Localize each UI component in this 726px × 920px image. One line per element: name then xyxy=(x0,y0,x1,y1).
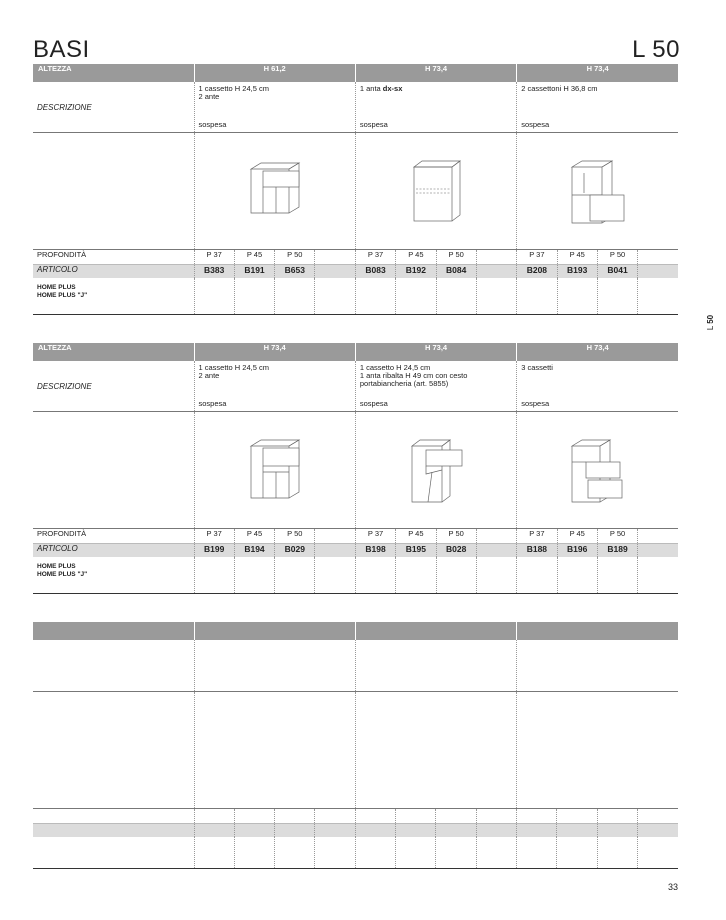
empty-spec-table xyxy=(33,622,678,869)
cabinet-2-drawers-icon xyxy=(570,159,626,225)
height-value: H 73,4 xyxy=(194,343,355,361)
depth-cell: P 50 xyxy=(275,529,315,544)
article-code: B199 xyxy=(194,544,234,558)
article-row xyxy=(33,544,678,558)
article-code: B188 xyxy=(517,544,557,558)
depth-cell: P 37 xyxy=(355,529,395,544)
article-code: B193 xyxy=(557,265,597,279)
depth-cell: P 37 xyxy=(517,250,557,265)
depth-cell: P 45 xyxy=(396,529,436,544)
mount-type: sospesa xyxy=(359,120,388,129)
articolo-label: ARTICOLO xyxy=(33,265,194,279)
image-row xyxy=(33,412,678,529)
depth-cell: P 37 xyxy=(355,250,395,265)
altezza-label: ALTEZZA xyxy=(33,343,194,361)
depth-cell: P 45 xyxy=(234,529,274,544)
article-code: B383 xyxy=(194,265,234,279)
description-cell: 1 cassetto H 24,5 cm 2 ante sospesa xyxy=(194,82,355,133)
depth-cell: P 45 xyxy=(557,250,597,265)
description-row xyxy=(33,361,678,412)
cabinet-1-door-icon xyxy=(410,159,462,223)
depth-row xyxy=(33,250,678,265)
article-code: B198 xyxy=(355,544,395,558)
description-row xyxy=(33,82,678,133)
description-cell: 3 cassetti sospesa xyxy=(517,361,678,412)
descrizione-label: DESCRIZIONE xyxy=(33,361,194,412)
depth-cell: P 37 xyxy=(194,250,234,265)
depth-cell: P 45 xyxy=(234,250,274,265)
depth-cell: P 37 xyxy=(194,529,234,544)
profondita-label: PROFONDITÀ xyxy=(33,250,194,265)
article-code: B653 xyxy=(275,265,315,279)
profondita-label: PROFONDITÀ xyxy=(33,529,194,544)
articolo-label: ARTICOLO xyxy=(33,544,194,558)
height-value: H 61,2 xyxy=(194,64,355,82)
cabinet-drawer-tilt-door-icon xyxy=(408,438,464,504)
mount-type: sospesa xyxy=(198,120,227,129)
depth-row xyxy=(33,529,678,544)
page-number: 33 xyxy=(667,882,678,892)
article-code: B028 xyxy=(436,544,476,558)
mount-type: sospesa xyxy=(521,399,550,408)
height-row xyxy=(33,64,678,82)
article-code: B029 xyxy=(275,544,315,558)
height-value: H 73,4 xyxy=(355,343,516,361)
page-title: BASI xyxy=(33,36,90,63)
description-cell: 1 cassetto H 24,5 cm 2 ante sospesa xyxy=(194,361,355,412)
mount-type: sospesa xyxy=(521,120,550,129)
spec-table-2 xyxy=(33,343,678,594)
image-row xyxy=(33,133,678,250)
mount-type: sospesa xyxy=(359,399,388,408)
article-code: B189 xyxy=(597,544,637,558)
height-value: H 73,4 xyxy=(517,343,678,361)
height-row xyxy=(33,343,678,361)
mount-type: sospesa xyxy=(198,399,227,408)
depth-cell: P 50 xyxy=(597,529,637,544)
home-plus-label: HOME PLUS HOME PLUS "J" xyxy=(33,557,194,594)
home-plus-label: HOME PLUS HOME PLUS "J" xyxy=(33,278,194,315)
article-code: B194 xyxy=(234,544,274,558)
home-plus-row xyxy=(33,557,678,594)
article-code: B191 xyxy=(234,265,274,279)
home-plus-row xyxy=(33,278,678,315)
article-code: B192 xyxy=(396,265,436,279)
article-code: B083 xyxy=(355,265,395,279)
side-tab-label: L 50 xyxy=(706,314,716,331)
depth-cell: P 45 xyxy=(557,529,597,544)
depth-cell: P 37 xyxy=(517,529,557,544)
cabinet-1-drawer-2-doors-icon xyxy=(249,159,301,215)
spec-table-1 xyxy=(33,64,678,315)
height-value: H 73,4 xyxy=(355,64,516,82)
descrizione-label: DESCRIZIONE xyxy=(33,82,194,133)
height-value: H 73,4 xyxy=(517,64,678,82)
depth-cell: P 50 xyxy=(275,250,315,265)
description-cell: 1 anta dx-sx sospesa xyxy=(355,82,516,133)
cabinet-1-drawer-2-doors-icon xyxy=(249,438,301,500)
article-code: B195 xyxy=(396,544,436,558)
description-cell: 1 cassetto H 24,5 cm 1 anta ribalta H 49 cm con cesto portabiancheria (art. 5855) sospesa xyxy=(355,361,516,412)
altezza-label: ALTEZZA xyxy=(33,64,194,82)
depth-cell: P 50 xyxy=(436,250,476,265)
description-cell: 2 cassettoni H 36,8 cm sospesa xyxy=(517,82,678,133)
article-row xyxy=(33,265,678,279)
width-label: L 50 xyxy=(632,36,680,63)
depth-cell: P 50 xyxy=(597,250,637,265)
depth-cell: P 45 xyxy=(396,250,436,265)
article-code: B208 xyxy=(517,265,557,279)
depth-cell: P 50 xyxy=(436,529,476,544)
article-code: B196 xyxy=(557,544,597,558)
article-code: B084 xyxy=(436,265,476,279)
article-code: B041 xyxy=(597,265,637,279)
cabinet-3-drawers-icon xyxy=(570,438,626,504)
